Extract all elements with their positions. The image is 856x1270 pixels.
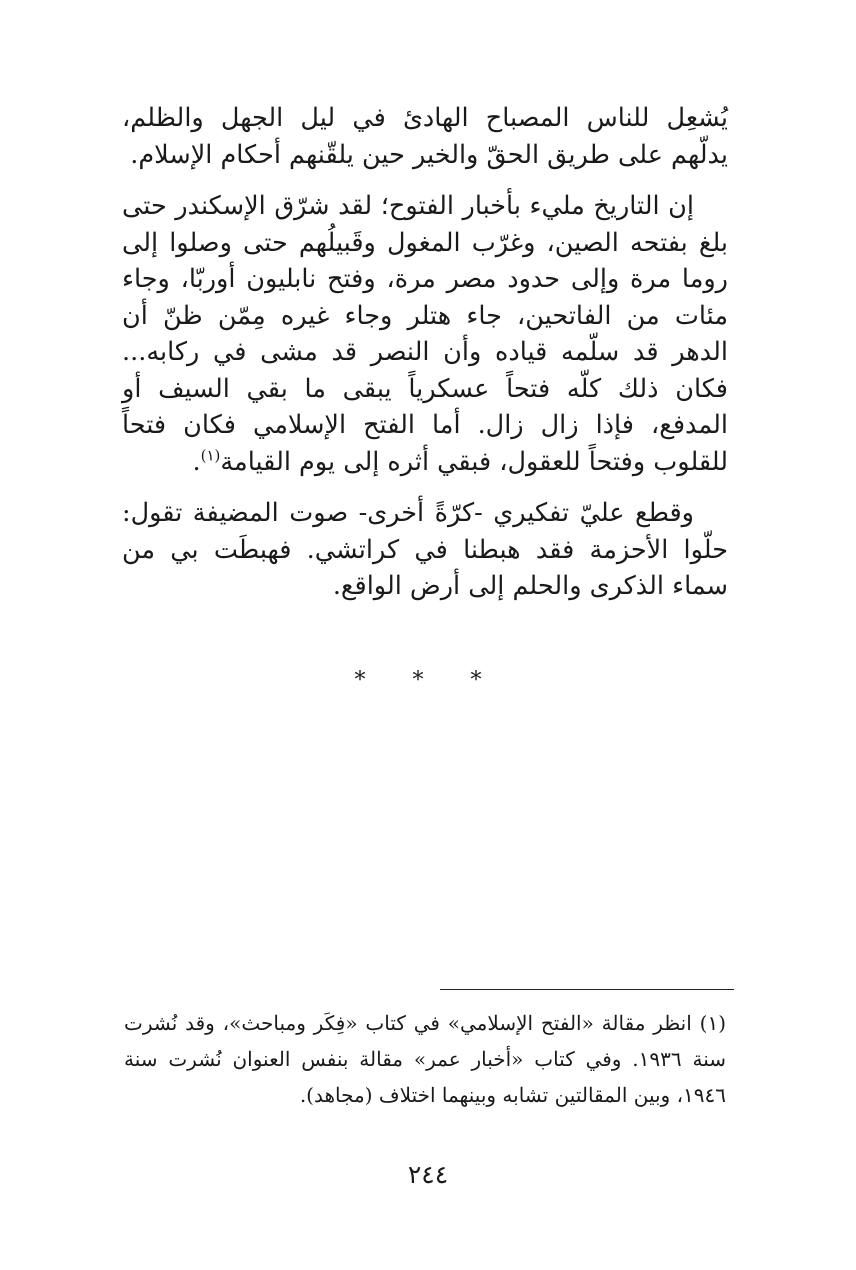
paragraph-2-trailing: . bbox=[192, 446, 201, 477]
paragraph-3-text: وقطع عليّ تفكيري -كرّةً أخرى- صوت المضيفة تقول: حلّوا الأحزمة فقد هبطنا في كراتشي. فهبطَت بي من سماء الذكرى والحلم إلى أرض الواقع. bbox=[122, 498, 728, 601]
paragraph-3 bbox=[122, 495, 728, 605]
section-separator: * * * bbox=[354, 668, 502, 693]
footnote-reference[interactable]: (١) bbox=[200, 446, 221, 464]
paragraph-1 bbox=[122, 100, 728, 173]
paragraph-1-text: يُشعِل للناس المصباح الهادئ في ليل الجهل والظلم، يدلّهم على طريق الحقّ والخير حين يلقّنهم أحكام الإسلام. bbox=[122, 103, 728, 170]
main-text bbox=[122, 100, 728, 605]
paragraph-2 bbox=[122, 188, 728, 480]
footnotes-section bbox=[124, 1005, 726, 1113]
footnote-1: (١) انظر مقالة «الفتح الإسلامي» في كتاب «فِكَر ومباحث»، وقد نُشرت سنة ١٩٣٦. وفي كتاب «أخبار عمر» مقالة بنفس العنوان نُشرت سنة ١٩٤٦، وبين المقالتين تشابه وبينهما اختلاف (مجاهد). bbox=[124, 1011, 726, 1107]
footnote-divider bbox=[440, 989, 734, 990]
page-number: ٢٤٤ bbox=[407, 1160, 449, 1189]
paragraph-2-text: إن التاريخ مليء بأخبار الفتوح؛ لقد شرّق الإسكندر حتى بلغ بفتحه الصين، وغرّب المغول وقَبيلُهم حتى وصلوا إلى روما مرة وإلى حدود مصر مرة، وفتح نابليون أوربّا، وجاء مئات من الفاتحين، جاء هتلر وجاء غيره مِمّن ظنّ أن الدهر قد سلّمه قياده وأن النصر قد مشى في ركابه... فكان ذلك كلّه فتحاً عسكرياً يبقى ما بقي السيف أو المدفع، فإذا زال زال. أما الفتح الإسلامي فكان فتحاً للقلوب وفتحاً للعقول، فبقي أثره إلى يوم القيامة bbox=[122, 191, 728, 477]
